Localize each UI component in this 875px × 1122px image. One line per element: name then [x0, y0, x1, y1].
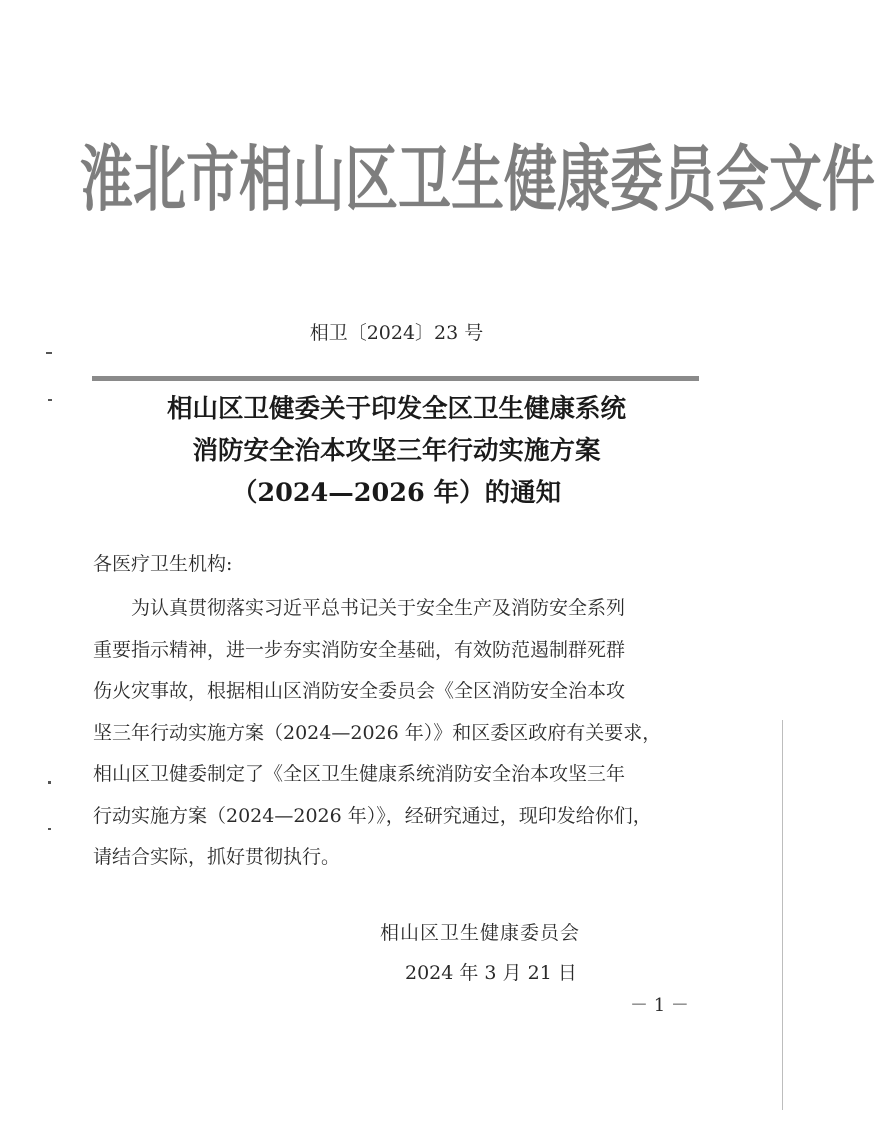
binding-mark — [48, 781, 51, 784]
title-line: （2024—2026 年）的通知 — [231, 478, 562, 508]
header-divider — [92, 376, 699, 381]
paragraph-line: 为认真贯彻落实习近平总书记关于安全生产及消防安全系列 — [93, 597, 626, 619]
page-number: － 1 － — [630, 995, 689, 1016]
paragraph-line: 重要指示精神，进一步夯实消防安全基础，有效防范遏制群死群 — [93, 638, 626, 661]
binding-mark — [46, 352, 52, 354]
scan-edge — [782, 720, 783, 1110]
binding-mark — [48, 828, 51, 830]
body-paragraph — [93, 588, 703, 879]
paragraph-line: 行动实施方案（2024—2026 年）》，经研究通过，现印发给你们， — [93, 804, 652, 827]
binding-mark — [48, 399, 52, 401]
paragraph-line: 请结合实际，抓好贯彻执行。 — [93, 846, 341, 868]
paragraph-line: 相山区卫健委制定了《全区卫生健康系统消防安全治本攻坚三年 — [93, 763, 626, 785]
title-line: 相山区卫健委关于印发全区卫生健康系统 — [166, 394, 626, 424]
title-line: 消防安全治本攻坚三年行动实施方案 — [192, 436, 601, 466]
document-number: 相卫〔2024〕23 号 — [309, 322, 484, 344]
document-title — [0, 388, 793, 514]
signature-issuer: 相山区卫生健康委员会 — [380, 922, 581, 944]
signature-date: 2024 年 3 月 21 日 — [405, 962, 577, 984]
masthead-title: 淮北市相山区卫生健康委员会文件 — [80, 139, 875, 222]
paragraph-line: 坚三年行动实施方案（2024—2026 年）》和区委区政府有关要求， — [93, 721, 662, 744]
paragraph-line: 伤火灾事故，根据相山区消防安全委员会《全区消防安全治本攻 — [93, 680, 626, 702]
salutation: 各医疗卫生机构: — [93, 553, 233, 575]
